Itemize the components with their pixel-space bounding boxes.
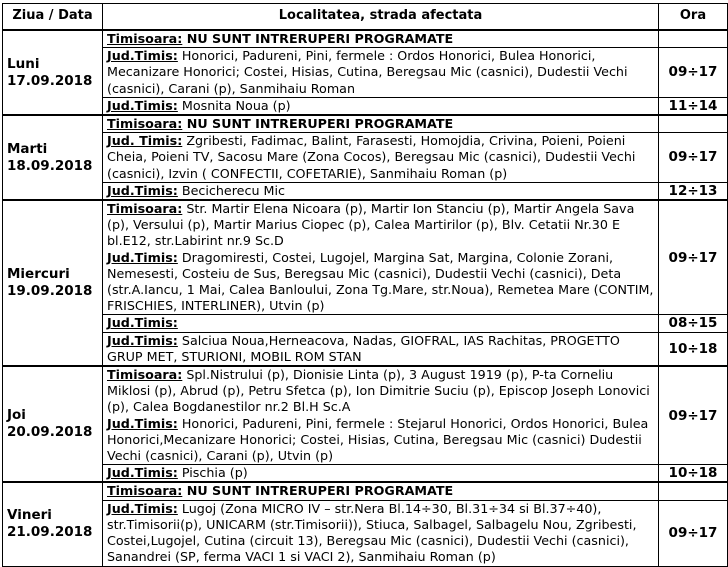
area-text: Salciua Noua,Herneacova, Nadas, GIOFRAL, IAS Rachitas, PROGETTO GRUP MET, STURIONI, MOBIL ROM STAN xyxy=(107,332,620,364)
area-text: Spl.Nistrului (p), Dionisie Linta (p), 3 August 1919 (p), P-ta Corneliu Miklosi (p), Abrud (p), Petru Sfetca (p), Ion Dimitrie Suciu (p), Episcop Joseph Lonovici (p), Calea Bogdanestilor nr.2 Bl.H Sc.A xyxy=(107,367,650,415)
location-cell xyxy=(103,97,659,115)
area-label: Timisoara: xyxy=(107,31,183,46)
table-row xyxy=(3,315,728,332)
header-location: Localitatea, strada afectata xyxy=(103,4,659,31)
day-cell xyxy=(3,30,103,115)
hour-cell: 09÷17 xyxy=(659,200,728,315)
hour-cell: 11÷14 xyxy=(659,97,728,115)
area-label: Jud.Timis: xyxy=(107,465,178,481)
hour-cell: 09÷17 xyxy=(659,366,728,465)
area-label: Jud.Timis: xyxy=(107,500,178,516)
day-name: Marti xyxy=(7,140,48,157)
location-cell xyxy=(103,30,659,48)
table-row xyxy=(3,500,728,566)
area-label: Jud.Timis: xyxy=(107,97,178,113)
location-cell xyxy=(103,48,659,98)
area-label: Jud. Timis: xyxy=(107,133,183,149)
area-label: Jud.Timis: xyxy=(107,249,178,265)
hour-cell: 10÷18 xyxy=(659,332,728,366)
area-text: NU SUNT INTRERUPERI PROGRAMATE xyxy=(182,483,454,499)
area-label: Timisoara: xyxy=(107,116,183,132)
day-name: Miercuri xyxy=(7,266,70,283)
area-label: Jud.Timis: xyxy=(107,315,178,331)
hour-cell xyxy=(659,30,728,48)
day-name: Luni xyxy=(7,55,40,72)
area-text: NU SUNT INTRERUPERI PROGRAMATE xyxy=(182,116,454,132)
day-cell xyxy=(3,482,103,566)
area-text: Str. Martir Elena Nicoara (p), Martir Ion Stanciu (p), Martir Angela Sava (p), Versului (p), Martir Marius Ciopec (p), Calea Martirilor (p), Blv. Cetatii Nr.30 E bl.E12, str.Labirint nr.9 Sc.D xyxy=(107,201,635,249)
header-row xyxy=(3,4,728,31)
location-cell xyxy=(103,315,659,332)
area-text: Dragomiresti, Costei, Lugojel, Margina Sat, Margina, Colonie Zorani, Nemesesti, Costeiu de Sus, Beregsau Mic (casnici), Dudestii Vechi (casnici), Deta (str.A.Iancu, 1 Mai, Calea Banloului, Zona Tg.Mare, str.Noua), Remetea Mare (CONTIM, FRISCHIES, INTERLINER), Utvin (p) xyxy=(107,249,654,314)
hour-cell xyxy=(659,115,728,133)
header-hour: Ora xyxy=(659,4,728,31)
area-text: NU SUNT INTRERUPERI PROGRAMATE xyxy=(182,31,454,46)
location-cell xyxy=(103,115,659,133)
hour-cell: 09÷17 xyxy=(659,133,728,183)
day-date: 21.09.2018 xyxy=(7,524,93,541)
day-cell xyxy=(3,115,103,200)
table-row xyxy=(3,30,728,48)
day-date: 19.09.2018 xyxy=(7,283,93,300)
hour-cell: 12÷13 xyxy=(659,182,728,200)
header-day: Ziua / Data xyxy=(3,4,103,31)
day-date: 20.09.2018 xyxy=(7,424,93,441)
area-text: Mosnita Noua (p) xyxy=(177,97,291,113)
area-label: Jud.Timis: xyxy=(107,48,178,64)
area-label: Jud.Timis: xyxy=(107,415,178,431)
area-text: Pischia (p) xyxy=(177,465,248,481)
table-row xyxy=(3,332,728,366)
table-row xyxy=(3,182,728,200)
area-label: Timisoara: xyxy=(107,201,183,217)
area-text: Lugoj (Zona MICRO IV – str.Nera Bl.14÷30, Bl.31÷34 si Bl.37÷40), str.Timisorii(p), UNICARM (str.Timisorii)), Stiuca, Salbagel, Salbagelu Nou, Zgribesti, Costei,Lugojel, Cutina (circuit 13), Beregsau Mic (casnici), Dudestii Vechi (casnici), Sanandrei (SP, ferma VACI 1 si VACI 2), Sanmihaiu Roman (p) xyxy=(107,500,637,565)
table-row xyxy=(3,200,728,315)
area-label: Jud.Timis: xyxy=(107,182,178,198)
table-row xyxy=(3,133,728,183)
area-text: Honorici, Padureni, Pini, fermele : Stejarul Honorici, Ordos Honorici, Bulea Honorici,Mecanizare Honorici; Costei, Hisias, Cutina, Beregsau Mic (casnici) Dudestii Vechi (casnici), Carani (p), Utvin (p) xyxy=(107,415,649,464)
hour-cell: 08÷15 xyxy=(659,315,728,332)
hour-cell xyxy=(659,482,728,500)
location-cell xyxy=(103,182,659,200)
day-cell xyxy=(3,200,103,366)
area-text: Honorici, Padureni, Pini, fermele : Ordos Honorici, Bulea Honorici, Mecanizare Honorici; Costei, Hisias, Cutina, Beregsau Mic (casnici), Dudestii Vechi (casnici), Carani (p), Sanmihaiu Roman xyxy=(107,48,628,96)
table-row xyxy=(3,482,728,500)
area-text: Zgribesti, Fadimac, Balint, Farasesti, Homojdia, Crivina, Poieni, Poieni Cheia, Poieni TV, Sacosu Mare (Zona Cocos), Beregsau Mic (casnici), Dudestii Vechi (casnici), Izvin ( CONFECTII, COFETARIE), Sanmihaiu Roman (p) xyxy=(107,133,636,181)
location-cell xyxy=(103,366,659,465)
location-cell xyxy=(103,465,659,483)
day-date: 18.09.2018 xyxy=(7,157,93,174)
location-cell xyxy=(103,500,659,566)
area-label: Jud.Timis: xyxy=(107,332,178,348)
hour-cell: 09÷17 xyxy=(659,500,728,566)
area-label: Timisoara: xyxy=(107,367,183,383)
day-cell xyxy=(3,366,103,482)
location-cell xyxy=(103,133,659,183)
area-label: Timisoara: xyxy=(107,483,183,499)
table-row xyxy=(3,465,728,483)
outage-schedule-table xyxy=(2,3,728,567)
table-row xyxy=(3,48,728,98)
day-name: Vineri xyxy=(7,507,52,524)
hour-cell: 09÷17 xyxy=(659,48,728,98)
table-row xyxy=(3,366,728,465)
area-text: Becicherecu Mic xyxy=(177,182,285,198)
location-cell xyxy=(103,200,659,315)
day-date: 17.09.2018 xyxy=(7,72,93,89)
location-cell xyxy=(103,482,659,500)
hour-cell: 10÷18 xyxy=(659,465,728,483)
location-cell xyxy=(103,332,659,366)
table-row xyxy=(3,97,728,115)
day-name: Joi xyxy=(7,407,26,424)
table-row xyxy=(3,115,728,133)
